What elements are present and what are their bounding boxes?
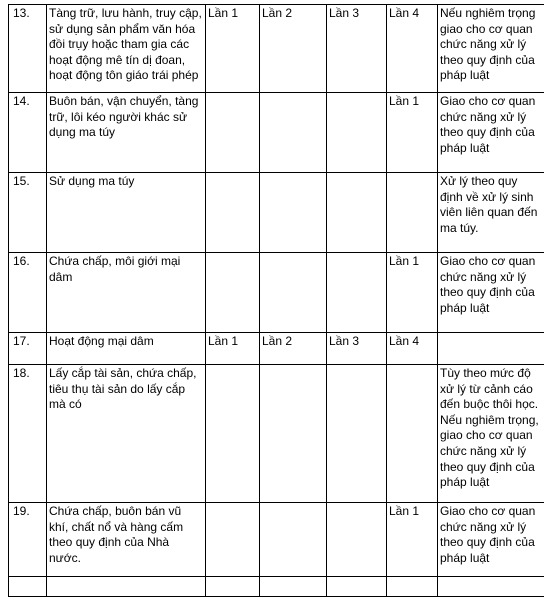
- penalty-level-4: Lần 1: [387, 253, 438, 333]
- violation-description: Sử dụng ma túy: [47, 173, 206, 253]
- handling-note: Xử lý theo quy định về xử lý sinh viên liên quan đến ma túy.: [438, 173, 544, 253]
- handling-note: [438, 333, 544, 365]
- penalty-level-1: Lần 1: [206, 333, 260, 365]
- table-row: [9, 5, 544, 93]
- penalty-level-1: [206, 253, 260, 333]
- penalty-level-1: [206, 503, 260, 577]
- penalty-level-2: [260, 503, 327, 577]
- violation-description: Hoạt động mại dâm: [47, 333, 206, 365]
- penalty-level-4: [387, 365, 438, 503]
- penalty-level-4: Lần 4: [387, 5, 438, 93]
- penalty-level-1: [206, 93, 260, 173]
- violation-description-cell: [47, 577, 206, 597]
- row-number: 19.: [9, 503, 47, 577]
- table-row: [9, 365, 544, 503]
- penalty-level-1-cell: [206, 577, 260, 597]
- row-number: 18.: [9, 365, 47, 503]
- handling-note: Giao cho cơ quan chức năng xử lý theo quy định của pháp luật: [438, 253, 544, 333]
- table-row: [9, 173, 544, 253]
- table-row: [9, 503, 544, 577]
- handling-note: Giao cho cơ quan chức năng xử lý theo quy định của pháp luật: [438, 503, 544, 577]
- violation-description: Lấy cắp tài sản, chứa chấp, tiêu thụ tài sản do lấy cắp mà có: [47, 365, 206, 503]
- row-number-cell: [9, 577, 47, 597]
- violations-table: [8, 4, 544, 597]
- penalty-level-3: [327, 173, 387, 253]
- penalty-level-4-cell: [387, 577, 438, 597]
- table-row: [9, 253, 544, 333]
- table-row: [9, 333, 544, 365]
- penalty-level-1: [206, 173, 260, 253]
- penalty-level-3: [327, 365, 387, 503]
- row-number: 15.: [9, 173, 47, 253]
- handling-note: Nếu nghiêm trọng giao cho cơ quan chức năng xử lý theo quy định của pháp luật: [438, 5, 544, 93]
- penalty-level-3: Lần 3: [327, 5, 387, 93]
- violation-description: Chứa chấp, môi giới mại dâm: [47, 253, 206, 333]
- row-number: 13.: [9, 5, 47, 93]
- penalty-level-3-cell: [327, 577, 387, 597]
- handling-note: Tùy theo mức độ xử lý từ cảnh cáo đến buộc thôi học. Nếu nghiêm trọng, giao cho cơ quan chức năng xử lý theo quy định của pháp luật: [438, 365, 544, 503]
- penalty-level-2: [260, 253, 327, 333]
- penalty-level-4: [387, 173, 438, 253]
- violation-description: Buôn bán, vận chuyển, tàng trữ, lôi kéo người khác sử dụng ma túy: [47, 93, 206, 173]
- penalty-level-2-cell: [260, 577, 327, 597]
- violation-description: Chứa chấp, buôn bán vũ khí, chất nổ và hàng cấm theo quy định của Nhà nước.: [47, 503, 206, 577]
- penalty-level-4: Lần 4: [387, 333, 438, 365]
- penalty-level-3: Lần 3: [327, 333, 387, 365]
- penalty-level-4: Lần 1: [387, 93, 438, 173]
- penalty-level-2: Lần 2: [260, 333, 327, 365]
- table-row: [9, 93, 544, 173]
- handling-note-cell: [438, 577, 544, 597]
- penalty-level-3: [327, 503, 387, 577]
- row-number: 17.: [9, 333, 47, 365]
- penalty-level-4: Lần 1: [387, 503, 438, 577]
- penalty-level-3: [327, 93, 387, 173]
- penalty-level-2: [260, 365, 327, 503]
- penalty-level-2: [260, 173, 327, 253]
- penalty-level-3: [327, 253, 387, 333]
- row-number: 14.: [9, 93, 47, 173]
- penalty-level-1: [206, 365, 260, 503]
- row-number: 16.: [9, 253, 47, 333]
- penalty-level-2: Lần 2: [260, 5, 327, 93]
- penalty-level-1: Lần 1: [206, 5, 260, 93]
- handling-note: Giao cho cơ quan chức năng xử lý theo quy định của pháp luật: [438, 93, 544, 173]
- penalty-level-2: [260, 93, 327, 173]
- table-row: [9, 577, 544, 597]
- violation-description: Tàng trữ, lưu hành, truy cập, sử dụng sản phẩm văn hóa đồi trụy hoặc tham gia các hoạt động mê tín dị đoan, hoạt động tôn giáo trái phép: [47, 5, 206, 93]
